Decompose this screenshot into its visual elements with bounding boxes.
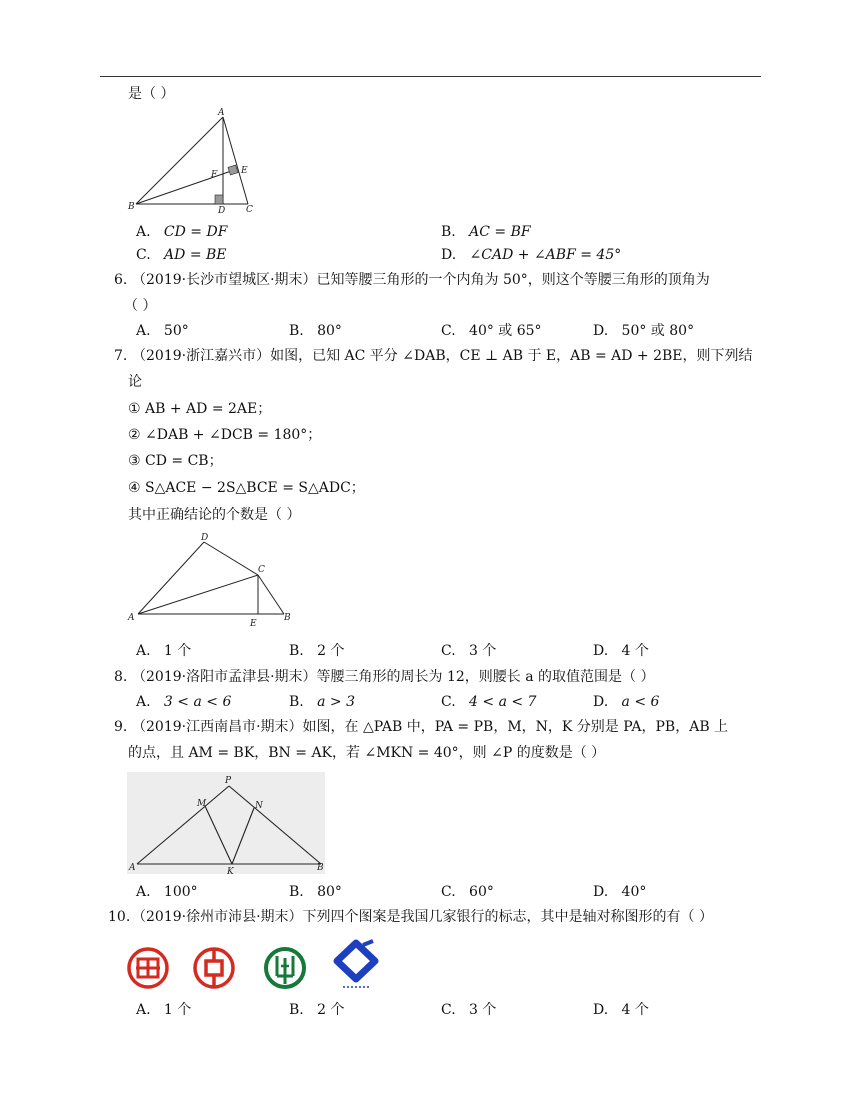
q5-option-a[interactable]: A. CD = DF bbox=[136, 224, 228, 240]
svg-text:C: C bbox=[258, 565, 265, 575]
q7-option-a[interactable]: A. 1 个 bbox=[136, 643, 192, 659]
svg-text:F: F bbox=[211, 170, 218, 180]
q6-number: 6. bbox=[114, 272, 128, 288]
bank-logo-1 bbox=[126, 946, 170, 990]
bank-logo-3 bbox=[263, 946, 307, 990]
q9-option-b[interactable]: B. 80° bbox=[289, 884, 342, 900]
svg-text:M: M bbox=[197, 799, 207, 809]
q5-option-d[interactable]: D. ∠CAD + ∠ABF = 45° bbox=[441, 247, 622, 263]
header-rule bbox=[100, 76, 761, 77]
q8-option-d[interactable]: D. a < 6 bbox=[593, 694, 660, 710]
q9-stem-cont: 的点，且 AM = BK，BN = AK，若 ∠MKN = 40°，则 ∠P 的度数是（ ） bbox=[128, 745, 606, 761]
bank-logo-2 bbox=[192, 946, 236, 990]
q6-stem-paren: （ ） bbox=[124, 298, 157, 314]
q10-option-d[interactable]: D. 4 个 bbox=[593, 1002, 649, 1018]
q7-ask: 其中正确结论的个数是（ ） bbox=[128, 507, 301, 523]
q6-option-c[interactable]: C. 40° 或 65° bbox=[441, 323, 542, 339]
q9-option-d[interactable]: D. 40° bbox=[593, 884, 647, 900]
q7-stem: （2019·浙江嘉兴市）如图，已知 AC 平分 ∠DAB，CE ⊥ AB 于 E，AB = AD + 2BE，则下列结 bbox=[132, 348, 753, 364]
q5-option-c[interactable]: C. AD = BE bbox=[136, 247, 227, 263]
svg-text:E: E bbox=[241, 166, 248, 176]
svg-text:B: B bbox=[128, 202, 135, 212]
q10-stem: （2019·徐州市沛县·期末）下列四个图案是我国几家银行的标志，其中是轴对称图形的有（ ） bbox=[132, 909, 713, 925]
q9-figure bbox=[127, 772, 325, 874]
q9-stem: （2019·江西南昌市·期末）如图，在 △PAB 中，PA = PB，M，N，K 分别是 PA，PB，AB 上 bbox=[132, 719, 729, 735]
q5-figure bbox=[126, 106, 261, 214]
q6-option-a[interactable]: A. 50° bbox=[136, 323, 189, 339]
q7-statement-4: ④ S△ACE − 2S△BCE = S△ADC； bbox=[128, 480, 365, 496]
q7-statement-2: ② ∠DAB + ∠DCB = 180°； bbox=[128, 427, 322, 443]
svg-text:E: E bbox=[250, 619, 257, 629]
q6-option-d[interactable]: D. 50° 或 80° bbox=[593, 323, 695, 339]
q10-option-c[interactable]: C. 3 个 bbox=[441, 1002, 497, 1018]
q9-option-c[interactable]: C. 60° bbox=[441, 884, 494, 900]
q7-statement-1: ① AB + AD = 2AE； bbox=[128, 401, 272, 417]
svg-text:A: A bbox=[129, 863, 136, 873]
svg-text:B: B bbox=[284, 613, 291, 623]
svg-text:C: C bbox=[246, 205, 253, 214]
q7-option-d[interactable]: D. 4 个 bbox=[593, 643, 649, 659]
svg-text:B: B bbox=[317, 863, 324, 873]
svg-text:N: N bbox=[255, 801, 263, 811]
q10-number: 10. bbox=[108, 909, 131, 925]
q9-option-a[interactable]: A. 100° bbox=[136, 884, 198, 900]
svg-text:D: D bbox=[201, 533, 209, 543]
svg-text:P: P bbox=[225, 776, 232, 786]
q7-stem-cont: 论 bbox=[128, 374, 142, 390]
svg-text:A: A bbox=[218, 108, 225, 118]
q7-number: 7. bbox=[114, 348, 128, 364]
q7-figure bbox=[126, 530, 296, 630]
q8-number: 8. bbox=[114, 669, 128, 685]
svg-text:D: D bbox=[218, 206, 226, 214]
q7-statement-3: ③ CD = CB； bbox=[128, 453, 223, 469]
svg-text:A: A bbox=[128, 613, 135, 623]
svg-text:K: K bbox=[227, 867, 234, 874]
q5-stem-tail: 是（ ） bbox=[128, 86, 175, 102]
bank-logo-4 bbox=[333, 939, 379, 991]
q6-stem: （2019·长沙市望城区·期末）已知等腰三角形的一个内角为 50°，则这个等腰三角形的顶角为 bbox=[132, 272, 710, 288]
q8-stem: （2019·洛阳市孟津县·期末）等腰三角形的周长为 12，则腰长 a 的取值范围是（ ） bbox=[132, 669, 655, 685]
q5-option-b[interactable]: B. AC = BF bbox=[441, 224, 531, 240]
q6-option-b[interactable]: B. 80° bbox=[289, 323, 342, 339]
q10-option-a[interactable]: A. 1 个 bbox=[136, 1002, 192, 1018]
q8-option-b[interactable]: B. a > 3 bbox=[289, 694, 355, 710]
q7-option-c[interactable]: C. 3 个 bbox=[441, 643, 497, 659]
q8-option-c[interactable]: C. 4 < a < 7 bbox=[441, 694, 537, 710]
q7-option-b[interactable]: B. 2 个 bbox=[289, 643, 345, 659]
q9-number: 9. bbox=[114, 719, 128, 735]
q10-option-b[interactable]: B. 2 个 bbox=[289, 1002, 345, 1018]
q8-option-a[interactable]: A. 3 < a < 6 bbox=[136, 694, 232, 710]
